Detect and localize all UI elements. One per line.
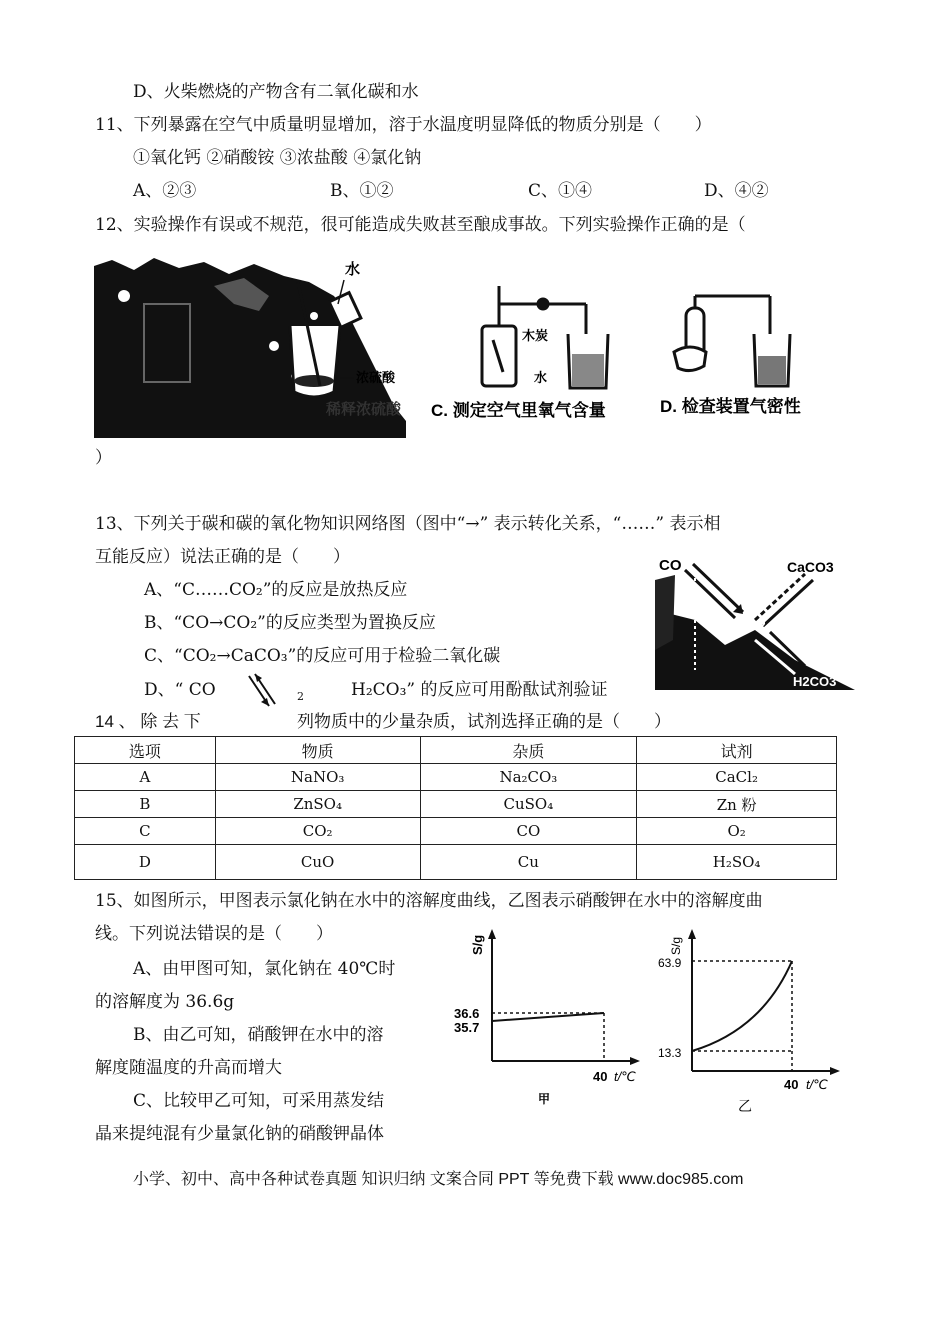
arrow-co2-caco3 bbox=[755, 574, 805, 620]
yi-value-63-9: 63.9 bbox=[658, 956, 682, 970]
label-dilute: 稀释浓硫酸 bbox=[326, 401, 402, 418]
table-cell: H₂SO₄ bbox=[637, 845, 837, 880]
q12-stem: 12、实验操作有误或不规范，很可能造成失败甚至酿成事故。下列实验操作正确的是（ bbox=[95, 215, 746, 235]
q12-close-paren: ） bbox=[95, 448, 112, 468]
q10-option-d: D、火柴燃烧的产物含有二氧化碳和水 bbox=[133, 82, 419, 102]
table-row bbox=[75, 818, 837, 845]
q13-option-d bbox=[144, 679, 216, 701]
nacl-curve bbox=[492, 1013, 604, 1021]
q12-apparatus-d bbox=[674, 296, 790, 386]
yi-x-unit: t/℃ bbox=[806, 1077, 828, 1092]
table-cell: Na₂CO₃ bbox=[420, 764, 637, 791]
header-cell: 物质 bbox=[215, 737, 420, 764]
table-cell: Zn 粉 bbox=[637, 791, 837, 818]
q13-stem-2: 互能反应）说法正确的是（ ） bbox=[95, 547, 350, 567]
yi-value-13-3: 13.3 bbox=[658, 1046, 682, 1060]
header-cell: 试剂 bbox=[637, 737, 837, 764]
kno3-curve bbox=[692, 961, 792, 1051]
q14-stem-left: 14 、 除 去 下 bbox=[95, 712, 201, 731]
double-arrow-icon bbox=[241, 672, 281, 714]
label-c: C. 测定空气里氧气含量 bbox=[431, 401, 606, 420]
node-co: CO bbox=[659, 557, 682, 574]
graph-yi bbox=[652, 925, 852, 1120]
q15-option-c-1: C、比较甲乙可知，可采用蒸发结 bbox=[133, 1091, 385, 1111]
q12-apparatus-figure bbox=[94, 256, 854, 438]
yi-name: 乙 bbox=[738, 1098, 752, 1114]
table-cell: Cu bbox=[420, 845, 637, 880]
table-cell: D bbox=[75, 845, 216, 880]
label-conc-acid: 浓硫酸 bbox=[356, 370, 396, 385]
q13-option-d-sub: 2 bbox=[297, 690, 304, 703]
q11-options bbox=[0, 180, 950, 202]
q13-option-a: A、“C……CO₂”的反应是放热反应 bbox=[144, 580, 408, 600]
table-cell: NaNO₃ bbox=[215, 764, 420, 791]
q15-option-a-1: A、由甲图可知，氯化钠在 40℃时 bbox=[133, 959, 396, 979]
q11-stem: 11、下列暴露在空气中质量明显增加，溶于水温度明显降低的物质分别是（ ） bbox=[95, 115, 712, 135]
table-row bbox=[75, 764, 837, 791]
table-cell: CuSO₄ bbox=[420, 791, 637, 818]
table-cell: CO bbox=[420, 818, 637, 845]
arrow-co-co2 bbox=[685, 570, 735, 618]
jia-name: 甲 bbox=[538, 1092, 551, 1106]
label-water: 水 bbox=[345, 261, 361, 278]
yi-ylabel: S/g bbox=[669, 936, 683, 955]
yi-x-40: 40 bbox=[784, 1077, 799, 1092]
q15-stem-1: 15、如图所示，甲图表示氯化钠在水中的溶解度曲线，乙图表示硝酸钾在水中的溶解度曲 bbox=[95, 891, 763, 911]
label-water2: 水 bbox=[534, 370, 548, 385]
header-cell: 杂质 bbox=[420, 737, 637, 764]
table-cell: A bbox=[75, 764, 216, 791]
q11-option-b: B、①② bbox=[330, 181, 394, 201]
table-cell: B bbox=[75, 791, 216, 818]
q15-option-a-2: 的溶解度为 36.6g bbox=[95, 992, 235, 1012]
label-d: D. 检查装置气密性 bbox=[660, 397, 801, 416]
q11-option-c: C、①④ bbox=[528, 181, 593, 201]
node-co2: CO2 bbox=[737, 617, 766, 633]
label-charcoal: 木炭 bbox=[522, 328, 549, 343]
q13-network-diagram bbox=[655, 550, 855, 690]
q13-option-c: C、“CO₂→CaCO₃”的反应可用于检验二氧化碳 bbox=[144, 646, 501, 666]
node-h2co3: H2CO3 bbox=[793, 674, 837, 689]
hand bbox=[674, 347, 706, 371]
node-caco3: CaCO3 bbox=[787, 559, 834, 575]
q13-option-d-left: D、“ CO bbox=[144, 680, 216, 700]
jia-value-35-7: 35.7 bbox=[454, 1020, 480, 1035]
q11-option-a: A、②③ bbox=[133, 181, 197, 201]
q13-option-b: B、“CO→CO₂”的反应类型为置换反应 bbox=[144, 613, 436, 633]
table-cell: ZnSO₄ bbox=[215, 791, 420, 818]
table-cell: CO₂ bbox=[215, 818, 420, 845]
q11-items: ①氧化钙 ②硝酸铵 ③浓盐酸 ④氯化钠 bbox=[133, 148, 422, 168]
q13-stem-1: 13、下列关于碳和碳的氧化物知识网络图（图中“→” 表示转化关系，“……” 表示相 bbox=[95, 514, 721, 534]
q15-option-b-1: B、由乙可知，硝酸钾在水中的溶 bbox=[133, 1025, 384, 1045]
page-footer: 小学、初中、高中各种试卷真题 知识归纳 文案合同 PPT 等免费下载 www.doc985.com bbox=[133, 1171, 744, 1188]
table-header bbox=[75, 737, 837, 764]
q14-table bbox=[74, 736, 837, 880]
q11-option-d: D、④② bbox=[704, 181, 769, 201]
table-cell: CaCl₂ bbox=[637, 764, 837, 791]
table-row bbox=[75, 791, 837, 818]
jia-x-unit: t/℃ bbox=[614, 1069, 636, 1084]
q15-option-c-2: 晶来提纯混有少量氯化钠的硝酸钾晶体 bbox=[95, 1124, 384, 1144]
q15-stem-2: 线。下列说法错误的是（ ） bbox=[95, 924, 333, 944]
table-cell: O₂ bbox=[637, 818, 837, 845]
q13-option-d-right: H₂CO₃” 的反应可用酚酞试剂验证 bbox=[351, 680, 608, 700]
q14-stem-right: 列物质中的少量杂质，试剂选择正确的是（ ） bbox=[297, 712, 671, 732]
jia-x-40: 40 bbox=[593, 1069, 608, 1084]
table-cell: C bbox=[75, 818, 216, 845]
graph-jia bbox=[452, 925, 652, 1110]
table-row bbox=[75, 845, 837, 880]
jia-value-36-6: 36.6 bbox=[454, 1006, 480, 1021]
table-cell: CuO bbox=[215, 845, 420, 880]
jia-ylabel: S/g bbox=[470, 934, 485, 955]
q15-option-b-2: 解度随温度的升高而增大 bbox=[95, 1058, 282, 1078]
header-cell: 选项 bbox=[75, 737, 216, 764]
